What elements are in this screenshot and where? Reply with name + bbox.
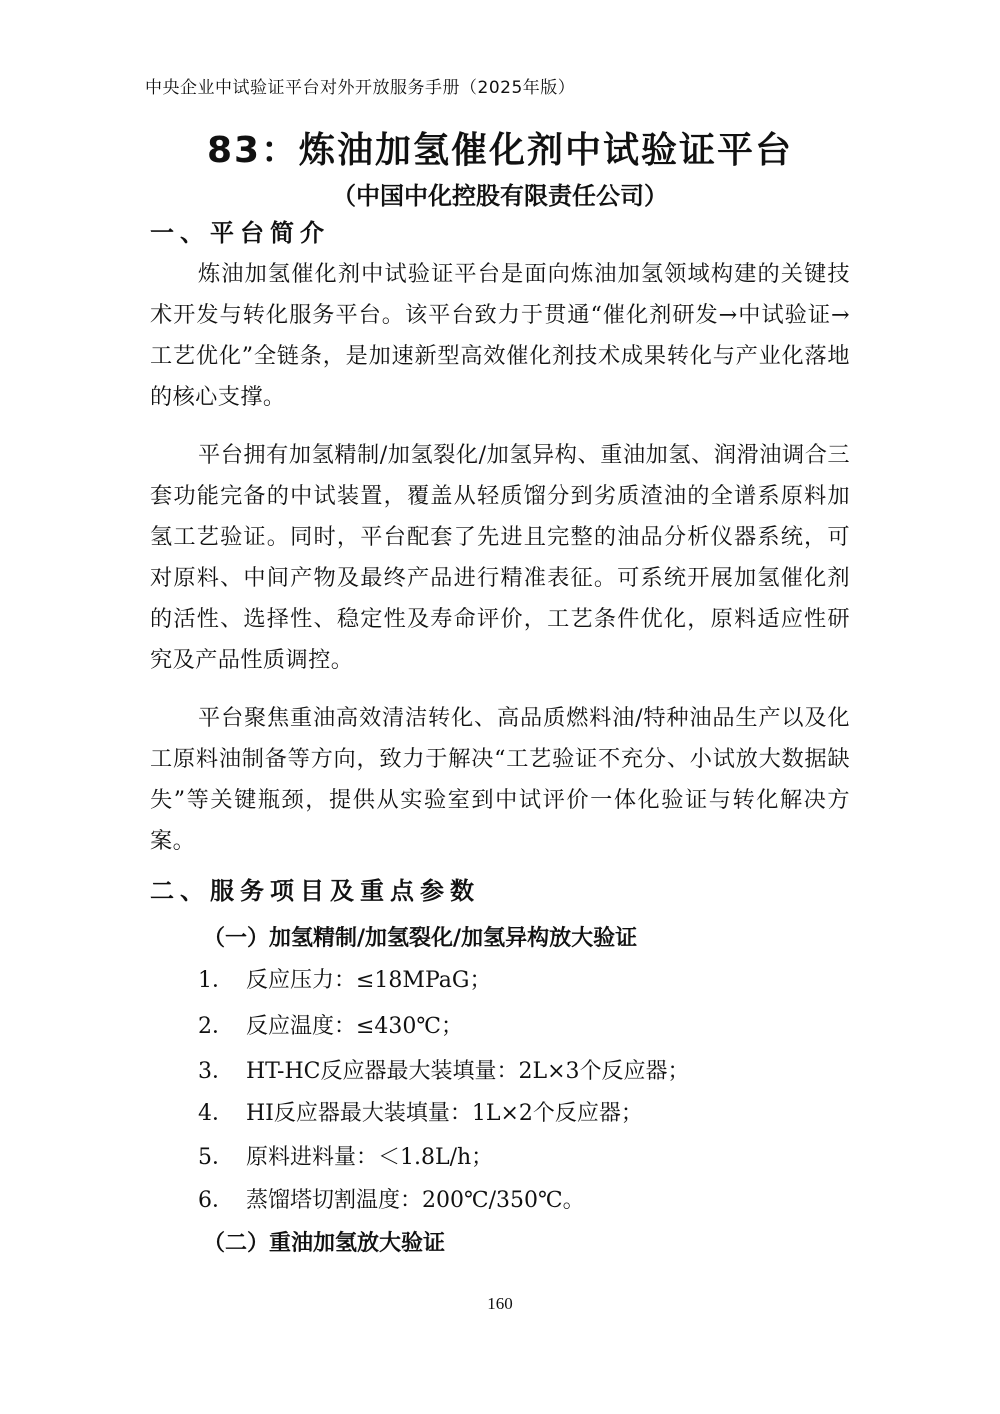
item-number: 1．	[198, 968, 234, 993]
intro-paragraph-3: 平台聚焦重油高效清洁转化、高品质燃料油/特种油品生产以及化工原料油制备等方向，致力于解决“工艺验证不充分、小试放大数据缺失”等关键瓶颈，提供从实验室到中试评价一体化验证与转化解决方案。	[150, 705, 850, 854]
intro-paragraph-2: 平台拥有加氢精制/加氢裂化/加氢异构、重油加氢、润滑油调合三套功能完备的中试装置，覆盖从轻质馏分到劣质渣油的全谱系原料加氢工艺验证。同时，平台配套了先进且完整的油品分析仪器系统，可对原料、中间产物及最终产品进行精准表征。可系统开展加氢催化剂的活性、选择性、稳定性及寿命评价，工艺条件优化，原料适应性研究及产品性质调控。	[150, 442, 850, 673]
item-text: 反应温度：≤430℃；	[246, 1014, 464, 1039]
item-number: 5．	[198, 1145, 234, 1170]
parameter-item	[198, 1183, 585, 1214]
page-number: 160	[487, 1294, 513, 1313]
parameter-item	[198, 1054, 690, 1085]
parameter-item	[198, 1009, 463, 1040]
intro-paragraph-1: 炼油加氢催化剂中试验证平台是面向炼油加氢领域构建的关键技术开发与转化服务平台。该平台致力于贯通“催化剂研发→中试验证→工艺优化”全链条，是加速新型高效催化剂技术成果转化与产业化落地的核心支撑。	[150, 261, 850, 410]
item-text: HI反应器最大装填量：1L×2个反应器；	[246, 1101, 643, 1126]
parameter-item	[198, 1140, 493, 1171]
item-number: 2．	[198, 1014, 234, 1039]
subsection-heading-heavy-oil: （二）重油加氢放大验证	[203, 1231, 446, 1256]
item-text: 蒸馏塔切割温度：200℃/350℃。	[246, 1188, 585, 1213]
parameter-item	[198, 963, 491, 994]
section-heading-intro: 一、平台简介	[150, 219, 330, 247]
page-subtitle: （中国中化控股有限责任公司）	[332, 182, 668, 210]
subsection-heading-hydrotreating: （一）加氢精制/加氢裂化/加氢异构放大验证	[203, 926, 638, 951]
page-title: 83：炼油加氢催化剂中试验证平台	[206, 130, 794, 171]
item-text: HT-HC反应器最大装填量：2L×3个反应器；	[246, 1059, 690, 1084]
item-text: 原料进料量：＜1.8L/h；	[246, 1145, 494, 1170]
section-heading-services: 二、服务项目及重点参数	[150, 877, 480, 905]
item-text: 反应压力：≤18MPaG；	[246, 968, 492, 993]
parameter-item	[198, 1096, 643, 1127]
item-number: 4．	[198, 1101, 234, 1126]
item-number: 3．	[198, 1059, 234, 1084]
item-number: 6．	[198, 1188, 234, 1213]
running-header: 中央企业中试验证平台对外开放服务手册（2025年版）	[145, 78, 576, 98]
